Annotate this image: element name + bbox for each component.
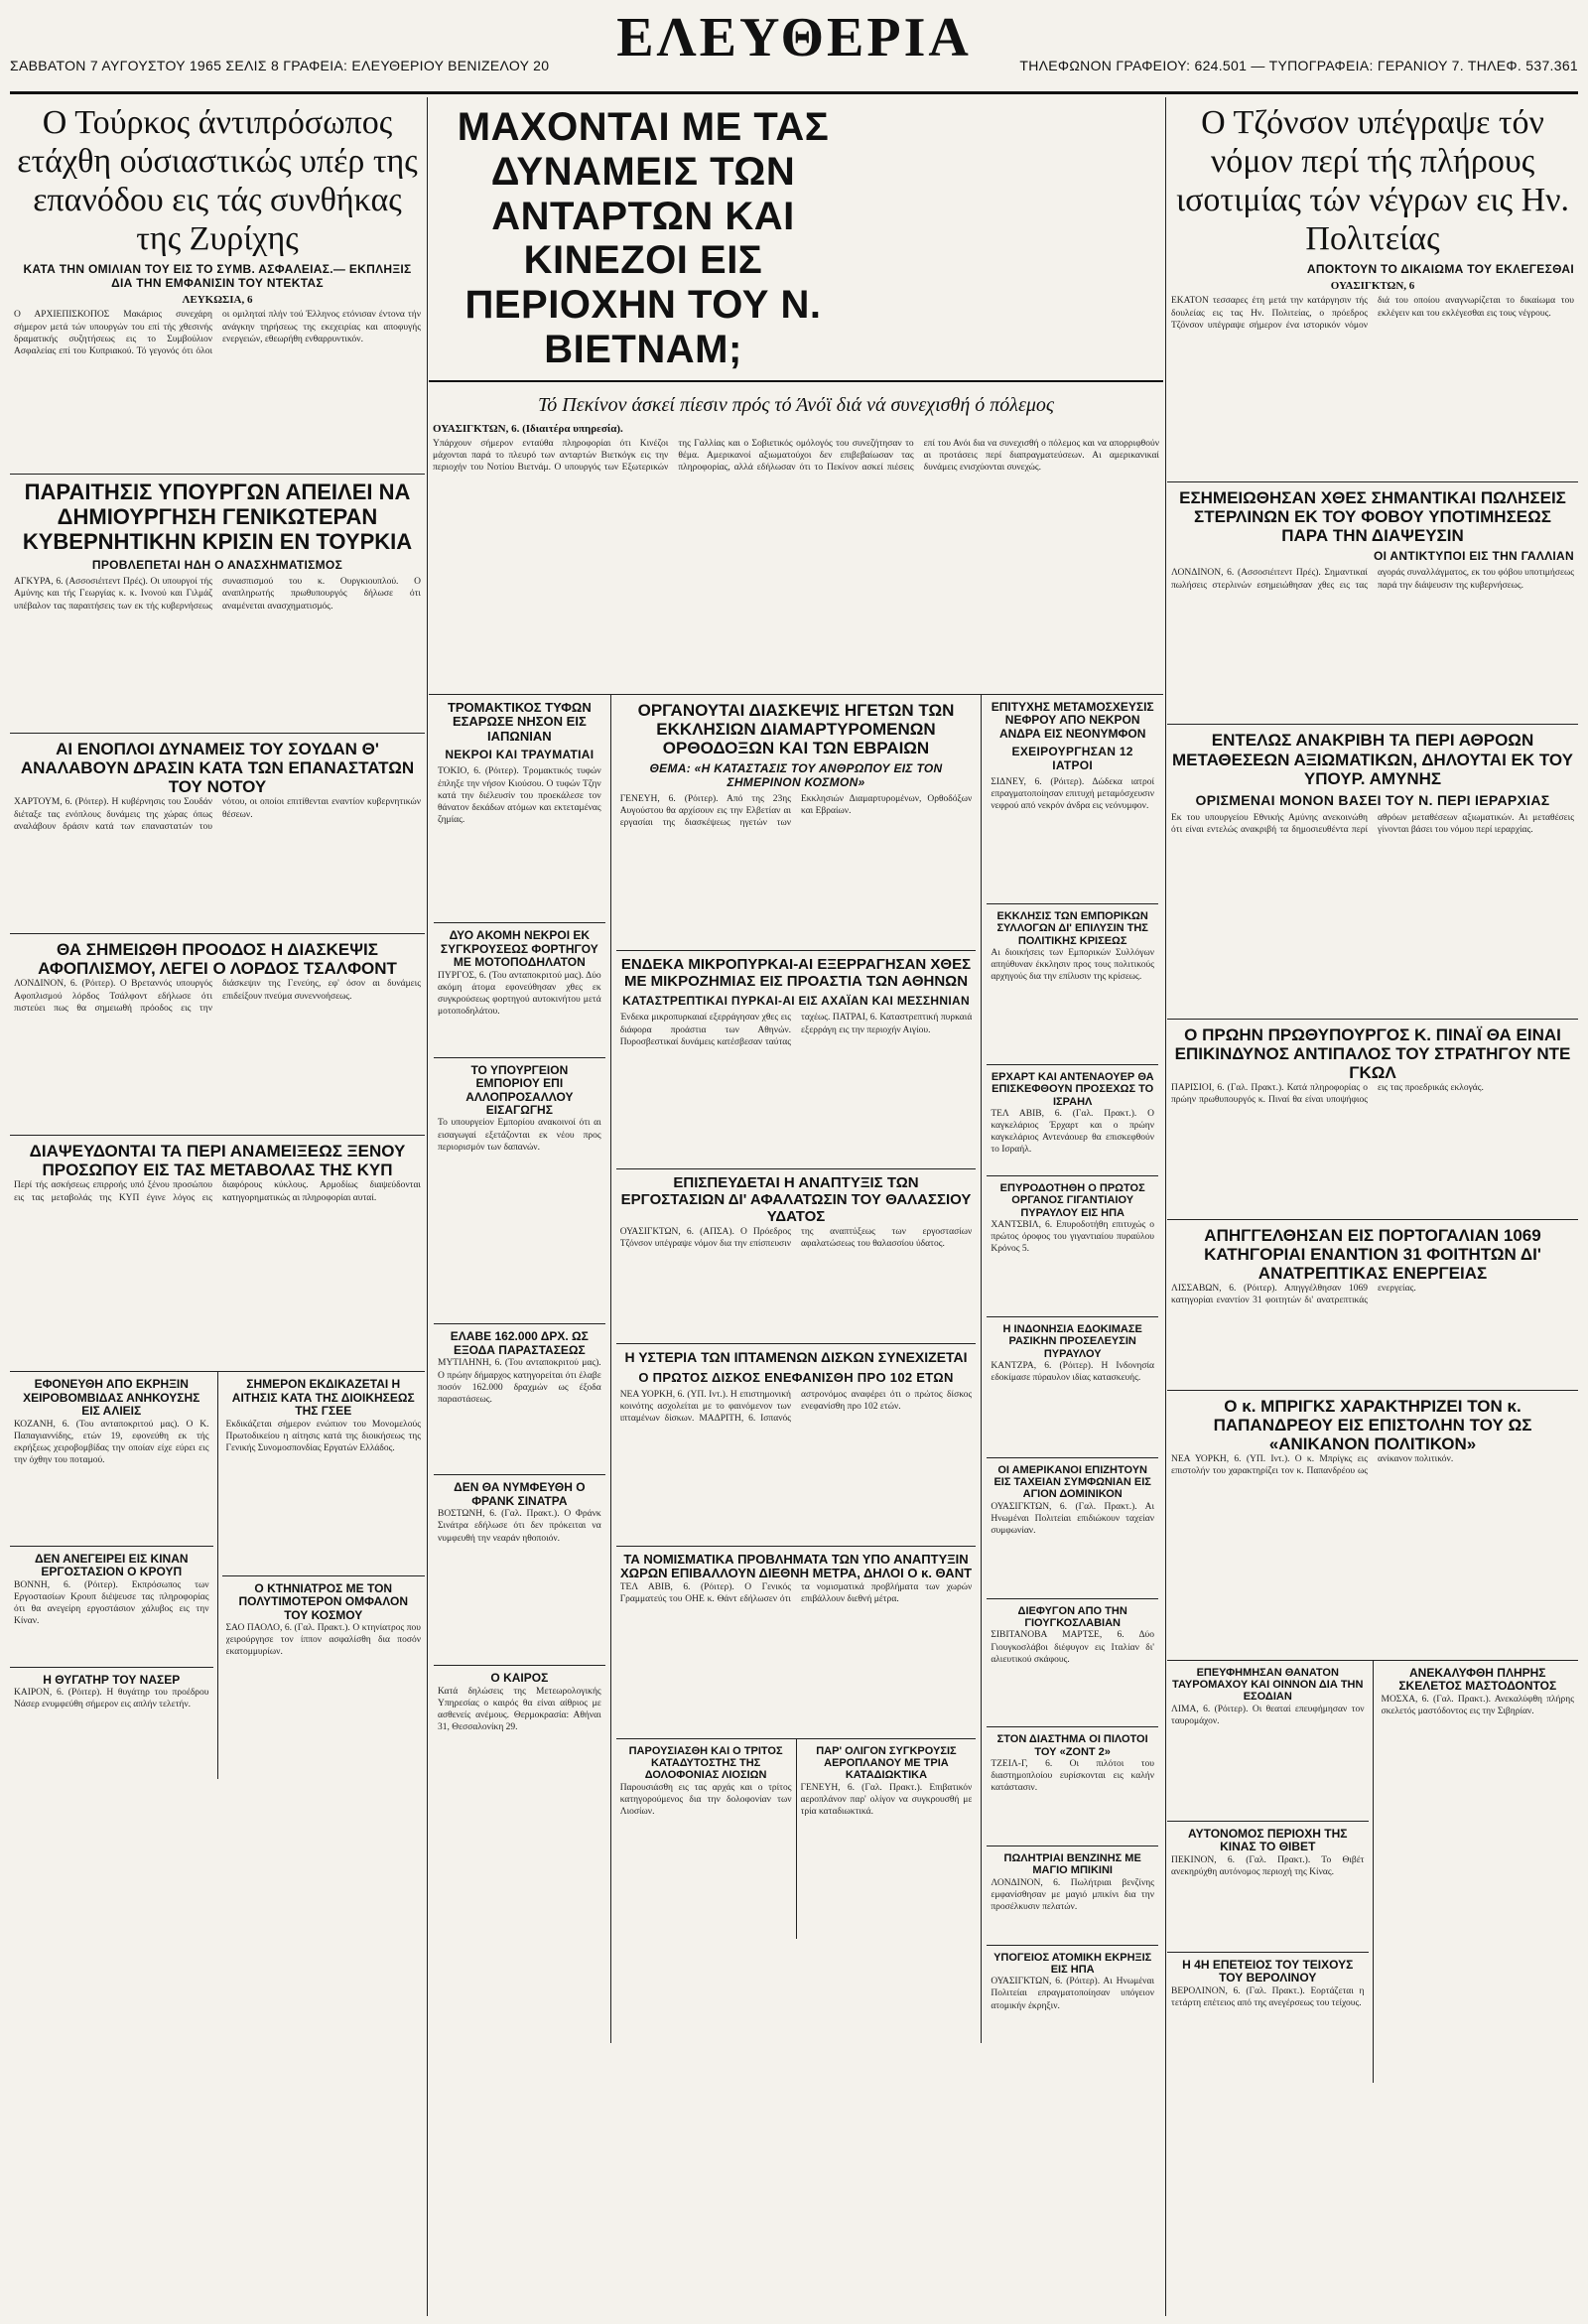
right-column: [1167, 97, 1578, 2316]
article-headline: ΔΙΑΨΕΥΔΟΝΤΑΙ ΤΑ ΠΕΡΙ ΑΝΑΜΕΙΞΕΩΣ ΞΕΝΟΥ ΠΡΟΣΩΠΟΥ ΕΙΣ ΤΑΣ ΜΕΤΑΒΟΛΑΣ ΤΗΣ ΚΥΠ: [29, 1142, 406, 1180]
center-subcolumn-1: [429, 695, 611, 2044]
article-body: ΚΑΝΤΖΡΑ, 6. (Ρόιτερ). Η Ινδονησία εδοκίμασε πύραυλον ιδίας κατασκευής.: [991, 1360, 1155, 1383]
article-headline: ΕΠΙΤΥΧΗΣ ΜΕΤΑΜΟΣΧΕΥΣΙΣ ΝΕΦΡΟΥ ΑΠΟ ΝΕΚΡΟΝ ΑΝΔΡΑ ΕΙΣ ΝΕΟΝΥΜΦΟΝ: [991, 699, 1154, 741]
article-dominican: [987, 1458, 1158, 1599]
article-liosia: [616, 1739, 797, 1939]
article-bikini: [987, 1846, 1158, 1946]
article-body: ΒΟΝΝΗ, 6. (Ρόιτερ). Εκπρόσωπος των Εργοστασίων Κρουπ διέψευσε τας πληροφορίας ότι θα ανεγείρη εργοστάσιον χάλυβος εις την Κίναν.: [14, 1579, 209, 1627]
article-body: ΓΕΝΕΥΗ, 6. (Ρόιτερ). Από της 23ης Αυγούστου θα αρχίσουν εις την Ελβετίαν αι εργασίαι της διασκέψεως ηγετών των Εκκλησιών Διαμαρτυρομένων, Ορθοδόξων και Εβραίων.: [619, 793, 973, 829]
article-rocket: [987, 1176, 1158, 1317]
article-headline: ΕΝΤΕΛΩΣ ΑΝΑΚΡΙΒΗ ΤΑ ΠΕΡΙ ΑΘΡΟΩΝ ΜΕΤΑΘΕΣΕΩΝ ΑΞΙΩΜΑΤΙΚΩΝ, ΔΗΛΟΥΤΑΙ ΕΚ ΤΟΥ ΥΠΟΥΡ. ΑΜΥΝΗΣ: [1171, 731, 1574, 788]
article-body: ΛΟΝΔΙΝΟΝ, 6. (Ασσοσιέιτεντ Πρές). Σημαντικαί πωλήσεις στερλινών εσημειώθησαν χθες εις τας αγοράς συναλλάγματος, εκ του φόβου υποτιμήσεως παρά την διάψευσιν της κυβερνήσεως.: [1171, 568, 1574, 591]
article-body: Αι διοικήσεις των Εμπορικών Συλλόγων απηύθυναν έκκλησιν προς τους πολιτικούς αρχηγούς δια την επίλυσιν της κρίσεως.: [991, 948, 1155, 983]
article-headline: Η ΙΝΔΟΝΗΣΙΑ ΕΔΟΚΙΜΑΣΕ ΡΑΣΙΚΗΝ ΠΡΟΣΕΛΕΥΣΙΝ ΠΥΡΑΥΛΟΥ: [1002, 1322, 1142, 1360]
article-krupp: [10, 1547, 213, 1668]
article-erhard: [987, 1065, 1158, 1176]
article-headline: ΠΑΡΑΙΤΗΣΙΣ ΥΠΟΥΡΓΩΝ ΑΠΕΙΛΕΙ ΝΑ ΔΗΜΙΟΥΡΓΗΣΗ ΓΕΝΙΚΩΤΕΡΑΝ ΚΥΒΕΡΝΗΤΙΚΗΝ ΚΡΙΣΙΝ ΕΝ ΤΟΥΡΚΙΑ: [22, 479, 413, 554]
article-body: ΑΓΚΥΡΑ, 6. (Ασσοσιέιτεντ Πρές). Οι υπουργοί τής Αμύνης και τής Γεωργίας κ. κ. Ινονού και Γιλμάζ υπέβαλον τας παραιτήσεις των εκ τής κυβερνήσεως συνασπισμού του κ. Ουργκιουπλού. Ο αναπληρωτής πρωθυπουργός δήλωσε ότι αναμένεται ανασχηματισμός.: [14, 577, 421, 612]
article-body: ΕΚΑΤΟΝ τεσσαρες έτη μετά την κατάργησιν τής δουλείας εις τας Ην. Πολιτείας, ο πρόεδρος Τζόνσον υπέγραψε σήμερον ένα ιστορικόν νόμον διά του οποίου αναγνωρίζεται το δικαίωμα του εκλέγειν και του εκλέγεσθαι εις τους νέγρους.: [1171, 296, 1574, 331]
article-dateline: ΟΥΑΣΙΓΚΤΩΝ, 6: [1330, 280, 1415, 293]
article-body: ΠΑΡΙΣΙΟΙ, 6. (Γαλ. Πρακτ.). Κατά πληροφορίας ο πρώην πρωθυπουργός κ. Πιναί θα είναι υποψήφιος εις τας προεδρικάς εκλογάς.: [1171, 1082, 1484, 1105]
main-story: [429, 97, 1163, 382]
article-headline: ΕΛΑΒΕ 162.000 ΔΡΧ. ΩΣ ΕΞΟΔΑ ΠΑΡΑΣΤΑΣΕΩΣ: [450, 1329, 589, 1357]
article-headline: ΕΚΚΛΗΣΙΣ ΤΩΝ ΕΜΠΟΡΙΚΩΝ ΣΥΛΛΟΓΩΝ ΔΙ' ΕΠΙΛΥΣΙΝ ΤΗΣ ΠΟΛΙΤΙΚΗΣ ΚΡΙΣΕΩΣ: [996, 910, 1148, 947]
article-body: Ο ΑΡΧΙΕΠΙΣΚΟΠΟΣ Μακάριος συνεχάρη σήμερον μετά τών υπουργών του επί τής χθεσινής δραματικής συζητήσεως εις το Συμβούλιον Ασφαλείας επί του Κυπριακού. Τό γεγονός ότι όλοι οι ομιληταί πλήν τού Έλληνος ετόνισαν έντονα τήν ανάγκην τηρήσεως της εκεχειρίας και αποφυγής ενεργειών, εθεωρήθη ενθαρρυντικόν.: [14, 310, 421, 356]
article-headline: ΕΠΕΥΦΗΜΗΣΑΝ ΘΑΝΑΤΟΝ ΤΑΥΡΟΜΑΧΟΥ ΚΑΙ ΟΙΝΝΟΝ ΔΙΑ ΤΗΝ ΕΣΟΔΙΑΝ: [1172, 1666, 1364, 1704]
article-subheadline: ΕΧΕΙΡΟΥΡΓΗΣΑΝ 12 ΙΑΤΡΟΙ: [1011, 745, 1133, 773]
article-headline: ΕΦΟΝΕΥΘΗ ΑΠΟ ΕΚΡΗΞΙΝ ΧΕΙΡΟΒΟΜΒΙΔΑΣ ΑΝΗΚΟΥΣΗΣ ΕΙΣ ΑΛΙΕΙΣ: [23, 1377, 200, 1419]
right-column-bottom: [1167, 1661, 1578, 2083]
article-body: Κατά δηλώσεις της Μετεωρολογικής Υπηρεσίας ο καιρός θα είναι αίθριος με ασθενείς ανέμους. Θερμοκρασία: Αθήναι 31, Θεσσαλονίκη 29.: [438, 1686, 601, 1733]
article-body: ΤΟΚΙΟ, 6. (Ρόιτερ). Τρομακτικός τυφών έπληξε την νήσον Κιούσου. Ο τυφών Τζην κατά την διέλευσίν του προεκάλεσε τον θάνατον δεκάδων ατόμων και εκτεταμένας ζημίας.: [438, 766, 601, 826]
article-headline: ΤΑ ΝΟΜΙΣΜΑΤΙΚΑ ΠΡΟΒΛΗΜΑΤΑ ΤΩΝ ΥΠΟ ΑΝΑΠΤΥΞΙΝ ΧΩΡΩΝ ΕΠΙΒΑΛΛΟΥΝ ΔΙΕΘΝΗ ΜΕΤΡΑ, ΔΗΛΟΙ Ο κ. ΘΑΝΤ: [619, 1551, 973, 1581]
article-headline: ΕΝΔΕΚΑ ΜΙΚΡΟΠΥΡΚΑΙ-ΑΙ ΕΞΕΡΡΑΓΗΣΑΝ ΧΘΕΣ ΜΕ ΜΙΚΡΟΖΗΜΙΑΣ ΕΙΣ ΠΡΟΑΣΤΙΑ ΤΩΝ ΑΘΗΝΩΝ: [620, 955, 972, 990]
article-headline: ΕΣΗΜΕΙΩΘΗΣΑΝ ΧΘΕΣ ΣΗΜΑΝΤΙΚΑΙ ΠΩΛΗΣΕΙΣ ΣΤΕΡΛΙΝΩΝ ΕΚ ΤΟΥ ΦΟΒΟΥ ΥΠΟΤΙΜΗΣΕΩΣ ΠΑΡΑ ΤΗΝ ΔΙΑΨΕΥΣΙΝ: [1179, 488, 1566, 546]
article-bullfighter: [1167, 1661, 1369, 1822]
article-grenade: [10, 1372, 213, 1546]
article-body: ΛΙΜΑ, 6. (Ρόιτερ). Οι θεαταί επευφήμησαν τον ταυρομάχον.: [1171, 1704, 1365, 1726]
left-column-bottom: [10, 1372, 425, 1779]
article-headline: Ο Τζόνσον υπέγραψε τόν νόμον περί τής πλήρους ισοτιμίας τών νέγρων εις Ην. Πολιτείας: [1175, 104, 1570, 258]
article-body: ΠΕΚΙΝΟΝ, 6. (Γαλ. Πρακτ.). Το Θιβέτ ανεκηρύχθη αυτόνομος περιοχή της Κίνας.: [1171, 1854, 1365, 1877]
article-churches-conference: [616, 695, 977, 951]
newspaper-title: ΕΛΕΥΘΕΡΙΑ: [616, 7, 972, 68]
article-collision: [434, 923, 605, 1057]
article-dateline: ΛΕΥΚΩΣΙΑ, 6: [182, 294, 253, 307]
center-subcolumn-2: [611, 695, 983, 2044]
article-body: Εκ του υπουργείου Εθνικής Αμύνης ανεκοινώθη ότι είναι εντελώς ανακριβή τα δημοσιευθέντα περί αθρόων μεταθέσεων αξιωματικών. Αι μεταθέσεις γίνονται βάσει του νόμου περί ιεραρχίας.: [1171, 812, 1574, 835]
article-headline: Η 4Η ΕΠΕΤΕΙΟΣ ΤΟΥ ΤΕΙΧΟΥΣ ΤΟΥ ΒΕΡΟΛΙΝΟΥ: [1182, 1957, 1354, 1985]
article-body: Εκδικάζεται σήμερον ενώπιον του Μονομελούς Πρωτοδικείου η αίτησις κατά της διοικήσεως της Γενικής Συνομοσπονδίας Εργατών Ελλάδος.: [225, 1419, 421, 1454]
center-column: [429, 97, 1163, 2316]
article-body: ΛΟΝΔΙΝΟΝ, 6. Πωλήτριαι βενζίνης εμφανίσθησαν με μαγιό μπικίνι δια την προσέλκυσιν πελατών.: [991, 1877, 1155, 1912]
article-headline: Ο ΚΤΗΝΙΑΤΡΟΣ ΜΕ ΤΟΝ ΠΟΛΥΤΙΜΟΤΕΡΟΝ ΟΜΦΑΛΟΝ ΤΟΥ ΚΟΣΜΟΥ: [238, 1580, 408, 1622]
article-commerce-ministry: [434, 1058, 605, 1325]
main-dateline: ΟΥΑΣΙΓΚΤΩΝ, 6. (Ιδιαιτέρα υπηρεσία).: [433, 422, 623, 435]
article-body: ΤΕΛ ΑΒΙΒ, 6. (Ρόιτερ). Ο Γενικός Γραμματεύς του ΟΗΕ κ. Θάντ εδήλωσεν ότι τα νομισματικά προβλήματα των χωρών επιβάλλουν διεθνή μέτρα.: [619, 1581, 973, 1604]
article-headline: ΠΑΡ' ΟΛΙΓΟΝ ΣΥΓΚΡΟΥΣΙΣ ΑΕΡΟΠΛΑΝΟΥ ΜΕ ΤΡΙΑ ΚΑΤΑΔΙΩΚΤΙΚΑ: [816, 1744, 957, 1782]
article-headline: ΟΙ ΑΜΕΡΙΚΑΝΟΙ ΕΠΙΖΗΤΟΥΝ ΕΙΣ ΤΑΧΕΙΑΝ ΣΥΜΦΩΝΙΑΝ ΕΙΣ ΑΓΙΟΝ ΔΟΜΙΝΙΚΟΝ: [993, 1463, 1151, 1501]
article-berlin-wall: [1167, 1953, 1369, 2083]
article-briggs: [1167, 1391, 1578, 1661]
article-headline: ΕΠΙΣΠΕΥΔΕΤΑΙ Η ΑΝΑΠΤΥΞΙΣ ΤΩΝ ΕΡΓΟΣΤΑΣΙΩΝ ΔΙ' ΑΦΑΛΑΤΩΣΙΝ ΤΟΥ ΘΑΛΑΣΣΙΟΥ ΥΔΑΤΟΣ: [620, 1174, 972, 1226]
article-expenses: [434, 1324, 605, 1475]
article-headline: Ο ΚΑΙΡΟΣ: [490, 1671, 549, 1686]
article-headline: Η ΥΣΤΕΡΙΑ ΤΩΝ ΙΠΤΑΜΕΝΩΝ ΔΙΣΚΩΝ ΣΥΝΕΧΙΖΕΤΑΙ: [624, 1348, 968, 1365]
article-body: ΧΑΡΤΟΥΜ, 6. (Ρόιτερ). Η κυβέρνησις του Σουδάν διέταξε τας ενόπλους δυνάμεις της χώρας όπως αναλάβουν δράσιν κατά των επαναστατών του νότου, οι οποίοι επιτίθενται εναντίον κυβερνητικών θέσεων.: [14, 797, 421, 832]
article-body: ΠΥΡΓΟΣ, 6. (Του ανταποκριτού μας). Δύο ακόμη άτομα εφονεύθησαν χθες εκ συγκρούσεως φορτηγού αυτοκινήτου μετά μοτοποδηλάτου.: [438, 970, 601, 1018]
article-body: Το υπουργείον Εμπορίου ανακοινοί ότι αι εισαγωγαί εξετάζονται εκ νέου προς περιορισμόν των δαπανών.: [438, 1118, 601, 1153]
article-turkey-crisis: [10, 475, 425, 734]
article-body: ΟΥΑΣΙΓΚΤΩΝ, 6. (Ρόιτερ). Αι Ηνωμέναι Πολιτείαι επραγματοποίησαν υπόγειον ατομικήν έκρηξιν.: [991, 1977, 1155, 2011]
article-headline: Ο Τούρκος άντιπρόσωπος ετάχθη ούσιαστικώς υπέρ της επανόδου εις τάς συνθήκας της Ζυρίχης: [17, 104, 418, 258]
article-body: ΟΥΑΣΙΓΚΤΩΝ, 6. (ΑΠΣΑ). Ο Πρόεδρος Τζόνσον υπέγραψε νόμον δια την επίσπευσιν της αναπτύξεως των εργοστασίων αφαλατώσεως του θαλασσίου ύδατος.: [619, 1226, 973, 1250]
article-disarmament: [10, 934, 425, 1136]
right-bottom-subcolumn: [1374, 1661, 1579, 2083]
left-bottom-subcolumn: [10, 1372, 218, 1779]
article-headline: ΕΡΧΑΡΤ ΚΑΙ ΑΝΤΕΝΑΟΥΕΡ ΘΑ ΕΠΙΣΚΕΦΘΟΥΝ ΠΡΟΣΕΧΩΣ ΤΟ ΙΣΡΑΗΛ: [991, 1071, 1154, 1108]
article-headline: ΠΑΡΟΥΣΙΑΣΘΗ ΚΑΙ Ο ΤΡΙΤΟΣ ΚΑΤΑΔΥΤΟΣΤΗΣ ΤΗΣ ΔΟΛΟΦΟΝΙΑΣ ΛΙΟΣΙΩΝ: [628, 1744, 783, 1782]
article-body: ΟΥΑΣΙΓΚΤΩΝ, 6. (Γαλ. Πρακτ.). Αι Ηνωμέναι Πολιτείαι επιδιώκουν ταχείαν συμφωνίαν.: [991, 1501, 1155, 1537]
article-headline: Ο κ. ΜΠΡΙΓΚΣ ΧΑΡΑΚΤΗΡΙΖΕΙ ΤΟΝ κ. ΠΑΠΑΝΔΡΕΟΥ ΕΙΣ ΕΠΙΣΤΟΛΗΝ ΤΟΥ ΩΣ «ΑΝΙΚΑΝΟΝ ΠΟΛΙΤΙΚΟΝ»: [1213, 1396, 1532, 1453]
article-mastodon: [1378, 1661, 1579, 1821]
article-zond: [987, 1727, 1158, 1846]
article-body: ΝΕΑ ΥΟΡΚΗ, 6. (ΥΠ. Ιντ.). Η επιστημονική κοινότης ασχολείται με το φαινόμενον των ιπταμένων δίσκων. ΜΑΔΡΙΤΗ, 6. Ισπανός αστρονόμος αναφέρει ότι ο πρώτος δίσκος ενεφανίσθη προ 102 ετών.: [619, 1389, 973, 1424]
article-weather: [434, 1666, 605, 1891]
article-body: ΜΥΤΙΛΗΝΗ, 6. (Του ανταποκριτού μας). Ο πρώην δήμαρχος κατηγορείται ότι έλαβε ποσόν 162.000 δραχμών ως έξοδα παραστάσεως.: [438, 1358, 601, 1405]
right-bottom-subcolumn: [1167, 1661, 1374, 2083]
article-headline: ΑΙ ΕΝΟΠΛΟΙ ΔΥΝΑΜΕΙΣ ΤΟΥ ΣΟΥΔΑΝ Θ' ΑΝΑΛΑΒΟΥΝ ΔΡΑΣΙΝ ΚΑΤΑ ΤΩΝ ΕΠΑΝΑΣΤΑΤΩΝ ΤΟΥ ΝΟΤΟΥ: [20, 740, 415, 797]
article-body: ΛΟΝΔΙΝΟΝ, 6. (Ρόιτερ). Ο Βρεταννός υπουργός Αφοπλισμού λόρδος Τσάλφοντ εδήλωσε ότι πιστεύει πως θα σημειωθή πρόοδος εις την διάσκεψιν της Γενεύης, εφ' όσον αι δυνάμεις επιδείξουν πνεύμα συνεννοήσεως.: [14, 979, 421, 1014]
article-body: ΣΙΒΙΤΑΝΟΒΑ ΜΑΡΤΣΕ, 6. Δύο Γιουγκοσλάβοι διέφυγον εις Ιταλίαν δι' αλιευτικού σκάφους.: [991, 1630, 1155, 1665]
left-bottom-subcolumn: [218, 1372, 426, 1779]
article-body: ΣΙΔΝΕΥ, 6. (Ρόιτερ). Δώδεκα ιατροί επραγματοποίησαν επιτυχή μεταμόσχευσιν νεφρού από νεκρόν άνδρα εις νεόνυμφον.: [991, 777, 1155, 812]
main-headline: ΜΑΧΟΝΤΑΙ ΜΕ ΤΑΣ ΔΥΝΑΜΕΙΣ ΤΩΝ ΑΝΤΑΡΤΩΝ ΚΑΙ ΚΙΝΕΖΟΙ ΕΙΣ ΠΕΡΙΟΧΗΝ ΤΟΥ Ν. ΒΙΕΤΝΑΜ;: [457, 105, 830, 371]
article-yugoslavia: [987, 1599, 1158, 1728]
center-subcolumn-3: [982, 695, 1163, 2044]
article-headline: ΔΙΕΦΥΓΟΝ ΑΠΟ ΤΗΝ ΓΙΟΥΓΚΟΣΛΑΒΙΑΝ: [1017, 1604, 1127, 1630]
column-rule: [427, 97, 428, 2316]
article-indonesia: [987, 1317, 1158, 1458]
main-story-body: [429, 382, 1163, 695]
article-subheadline: ΘΕΜΑ: «Η ΚΑΤΑΣΤΑΣΙΣ ΤΟΥ ΑΝΘΡΩΠΟΥ ΕΙΣ ΤΟΝ ΣΗΜΕΡΙΝΟΝ ΚΟΣΜΟΝ»: [649, 760, 943, 789]
article-subheadline: ΑΠΟΚΤΟΥΝ ΤΟ ΔΙΚΑΙΩΜΑ ΤΟΥ ΕΚΛΕΓΕΣΘΑΙ: [1306, 262, 1574, 277]
article-headline: ΣΤΟΝ ΔΙΑΣΤΗΜΑ ΟΙ ΠΙΛΟΤΟΙ ΤΟΥ «ΖΟΝΤ 2»: [996, 1733, 1148, 1758]
article-body: ΚΑΙΡΟΝ, 6. (Ρόιτερ). Η θυγάτηρ του προέδρου Νάσερ ενυμφεύθη σήμερον εις απλήν τελετήν.: [14, 1688, 209, 1710]
article-sudan: [10, 734, 425, 934]
article-sterling: [1167, 482, 1578, 725]
article-gsee: [222, 1372, 426, 1575]
article-subheadline: ΚΑΤΑΣΤΡΕΠΤΙΚΑΙ ΠΥΡΚΑΙ-ΑΙ ΕΙΣ ΑΧΑΪΑΝ ΚΑΙ ΜΕΣΣΗΝΙΑΝ: [622, 994, 970, 1009]
article-thant: [616, 1547, 977, 1739]
article-body: ΒΕΡΟΛΙΝΟΝ, 6. (Γαλ. Πρακτ.). Εορτάζεται η τετάρτη επέτειος από της ανεγέρσεως του τείχους.: [1171, 1985, 1365, 2008]
article-body: ΤΕΛ ΑΒΙΒ, 6. (Γαλ. Πρακτ.). Ο καγκελάριος Έρχαρτ και ο πρώην καγκελάριος Αντενάουερ θα επισκεφθούν το Ισραήλ.: [991, 1108, 1155, 1156]
article-headline: ΣΗΜΕΡΟΝ ΕΚΔΙΚΑΖΕΤΑΙ Η ΑΙΤΗΣΙΣ ΚΑΤΑ ΤΗΣ ΔΙΟΙΚΗΣΕΩΣ ΤΗΣ ΓΣΕΕ: [231, 1377, 415, 1419]
article-kidney: [987, 695, 1158, 904]
article-subheadline: ΚΑΤΑ ΤΗΝ ΟΜΙΛΙΑΝ ΤΟΥ ΕΙΣ ΤΟ ΣΥΜΒ. ΑΣΦΑΛΕΙΑΣ.— ΕΚΠΛΗΞΙΣ ΔΙΑ ΤΗΝ ΕΜΦΑΝΙΣΙΝ ΤΟΥ ΝΤΕΚΤΑΣ: [23, 262, 412, 291]
article-headline: Ο ΠΡΩΗΝ ΠΡΩΘΥΠΟΥΡΓΟΣ Κ. ΠΙΝΑΪ ΘΑ ΕΙΝΑΙ ΕΠΙΚΙΝΔΥΝΟΣ ΑΝΤΙΠΑΛΟΣ ΤΟΥ ΣΤΡΑΤΗΓΟΥ ΝΤΕ ΓΚΩΛ: [1174, 1025, 1571, 1082]
article-headline: Η ΘΥΓΑΤΗΡ ΤΟΥ ΝΑΣΕΡ: [43, 1672, 181, 1687]
article-body: Περί τής ασκήσεως επιρροής υπό ξένου προσώπου εις τας μεταβολάς της ΚΥΠ έγινε λόγος εις διαφόρους κύκλους. Αρμοδίως διαψεύδονται κατηγορηματικώς αι πληροφορίαι αυταί.: [14, 1180, 421, 1203]
masthead-contact: ΤΗΛΕΦΩΝΟΝ ΓΡΑΦΕΙΟΥ: 624.501 — ΤΥΠΟΓΡΑΦΕΙΑ: ΓΕΡΑΝΙΟΥ 7. ΤΗΛΕΦ. 537.361: [1019, 58, 1578, 73]
masthead: [10, 0, 1578, 94]
article-body: ΜΟΣΧΑ, 6. (Γαλ. Πρακτ.). Ανεκαλύφθη πλήρης σκελετός μαστόδοντος εις την Σιβηρίαν.: [1381, 1694, 1574, 1716]
article-subheadline: Ο ΠΡΩΤΟΣ ΔΙΣΚΟΣ ΕΝΕΦΑΝΙΣΘΗ ΠΡΟ 102 ΕΤΩΝ: [638, 1369, 954, 1385]
article-desalination: [616, 1169, 977, 1343]
article-body: Παρουσιάσθη εις τας αρχάς και ο τρίτος κατηγορούμενος δια την δολοφονίαν των Λιοσίων.: [619, 1782, 792, 1817]
article-headline: ΑΠΗΓΓΕΛΘΗΣΑΝ ΕΙΣ ΠΟΡΤΟΓΑΛΙΑΝ 1069 ΚΑΤΗΓΟΡΙΑΙ ΕΝΑΝΤΙΟΝ 31 ΦΟΙΤΗΤΩΝ ΔΙ' ΑΝΑΤΡΕΠΤΙΚΑΣ ΕΝΕΡΓΕΙΑΣ: [1204, 1225, 1541, 1283]
article-officers: [1167, 725, 1578, 1019]
article-headline: ΔΥΟ ΑΚΟΜΗ ΝΕΚΡΟΙ ΕΚ ΣΥΓΚΡΟΥΣΕΩΣ ΦΟΡΤΗΓΟΥ ΜΕ ΜΟΤΟΠΟΔΗΛΑΤΟΝ: [440, 928, 598, 970]
article-body: ΣΑΟ ΠΑΟΛΟ, 6. (Γαλ. Πρακτ.). Ο κτηνίατρος που χειρούργησε τον ίππον ασφαλίσθη δια ποσόν εκατομμυρίων.: [225, 1623, 421, 1658]
article-headline: ΔΕΝ ΘΑ ΝΥΜΦΕΥΘΗ Ο ΦΡΑΝΚ ΣΙΝΑΤΡΑ: [454, 1480, 586, 1508]
article-headline: ΤΡΟΜΑΚΤΙΚΟΣ ΤΥΦΩΝ ΕΣΑΡΩΣΕ ΝΗΣΟΝ ΕΙΣ ΙΑΠΩΝΙΑΝ: [447, 699, 592, 744]
article-subheadline: ΟΙ ΑΝΤΙΚΤΥΠΟΙ ΕΙΣ ΤΗΝ ΓΑΛΛΙΑΝ: [1373, 549, 1574, 564]
article-turkish-representative: [10, 97, 425, 475]
center-bottom-row: [616, 1739, 977, 1939]
article-body: ΝΕΑ ΥΟΡΚΗ, 6. (ΥΠ. Ιντ.). Ο κ. Μπρίγκς εις επιστολήν του χαρακτηρίζει τον κ. Παπανδρέου ως ανίκανον πολιτικόν.: [1171, 1453, 1454, 1476]
article-body: ΤΖΕΙΛ-Γ, 6. Οι πιλότοι του διαστημοπλοίου ευρίσκονται εις καλήν κατάστασιν.: [991, 1759, 1155, 1794]
article-tibet: [1167, 1822, 1369, 1953]
article-ufo: [616, 1344, 977, 1547]
article-body: ΚΟΖΑΝΗ, 6. (Του ανταποκριτού μας). Ο Κ. Παπαγιαννίδης, ετών 19, εφονεύθη εκ τής εκρήξεως χειροβομβίδας την οποίαν είχε εύρει εις την όχθην του ποταμού.: [14, 1419, 209, 1466]
left-column: [10, 97, 425, 2316]
article-typhoon: [434, 695, 605, 924]
article-veterinarian: [222, 1576, 426, 1779]
main-subheadline: Τό Πεκίνον άσκεί πίεσιν πρός τό Άνόϊ διά νά συνεχισθή ό πόλεμος: [538, 393, 1054, 416]
article-atomic: [987, 1946, 1158, 2044]
article-body: ΧΑΝΤΣΒΙΛ, 6. Επυροδοτήθη επιτυχώς ο πρώτος όροφος του γιγαντιαίου πυραύλου Κρόνος 5.: [991, 1219, 1155, 1255]
article-headline: ΠΩΛΗΤΡΙΑΙ ΒΕΝΖΙΝΗΣ ΜΕ ΜΑΓΙΟ ΜΠΙΚΙΝΙ: [1003, 1852, 1141, 1877]
article-subheadline: ΟΡΙΣΜΕΝΑΙ ΜΟΝΟΝ ΒΑΣΕΙ ΤΟΥ Ν. ΠΕΡΙ ΙΕΡΑΡΧΙΑΣ: [1195, 791, 1550, 808]
article-sinatra: [434, 1475, 605, 1666]
article-headline: ΥΠΟΓΕΙΟΣ ΑΤΟΜΙΚΗ ΕΚΡΗΞΙΣ ΕΙΣ ΗΠΑ: [993, 1951, 1152, 1976]
article-body: ΓΕΝΕΥΗ, 6. (Γαλ. Πρακτ.). Επιβατικόν αεροπλάνον παρ' ολίγον να συγκρουσθή με τρία καταδιωκτικά.: [800, 1782, 973, 1817]
article-fires: [616, 951, 977, 1170]
article-portugal: [1167, 1220, 1578, 1391]
article-johnson-law: [1167, 97, 1578, 482]
center-grid: [429, 695, 1163, 2044]
column-rule: [1165, 97, 1166, 2316]
article-body: ΛΙΣΣΑΒΩΝ, 6. (Ρόιτερ). Απηγγέλθησαν 1069 κατηγορίαι εναντίον 31 φοιτητών δι' ανατρεπτικάς ενεργείας.: [1171, 1283, 1416, 1305]
article-headline: ΔΕΝ ΑΝΕΓΕΙΡΕΙ ΕΙΣ ΚΙΝΑΝ ΕΡΓΟΣΤΑΣΙΟΝ Ο ΚΡΟΥΠ: [34, 1551, 189, 1579]
main-body: Υπάρχουν σήμερον ενταύθα πληροφορίαι ότι Κινέζοι μάχονται παρά το πλευρό των ανταρτών Βιετκόγκ εις την περιοχήν του Νοτίου Βιετνάμ. Ο υπουργός των Εξωτερικών της Γαλλίας και ο Σοβιετικός ομόλογός του συνεζήτησαν το θέμα. Αμερικανοί αξιωματούχοι δεν επιβεβαίωσαν τας πληροφορίας, αλλά εδήλωσαν ότι το Πεκίνον ασκεί πιέσεις επί του Ανόι δια να συνεχισθή ο πόλεμος και να απορριφθούν αι προτάσεις περί διαπραγματεύσεων. Αι αμερικανικαί δυνάμεις ενισχύονται συνεχώς.: [433, 438, 1159, 474]
article-headline: ΑΥΤΟΝΟΜΟΣ ΠΕΡΙΟΧΗ ΤΗΣ ΚΙΝΑΣ ΤΟ ΘΙΒΕΤ: [1188, 1826, 1348, 1854]
article-nasser: [10, 1668, 213, 1774]
article-headline: ΘΑ ΣΗΜΕΙΩΘΗ ΠΡΟΟΔΟΣ Η ΔΙΑΣΚΕΨΙΣ ΑΦΟΠΛΙΣΜΟΥ, ΛΕΓΕΙ Ο ΛΟΡΔΟΣ ΤΣΑΛΦΟΝΤ: [38, 940, 397, 979]
article-airplane: [797, 1739, 977, 1939]
article-subheadline: ΠΡΟΒΛΕΠΕΤΑΙ ΗΔΗ Ο ΑΝΑΣΧΗΜΑΤΙΣΜΟΣ: [91, 558, 343, 573]
article-commerce-unions: [987, 904, 1158, 1065]
article-kyp: [10, 1136, 425, 1372]
article-headline: ΟΡΓΑΝΟΥΤΑΙ ΔΙΑΣΚΕΨΙΣ ΗΓΕΤΩΝ ΤΩΝ ΕΚΚΛΗΣΙΩΝ ΔΙΑΜΑΡΤΥΡΟΜΕΝΩΝ ΟΡΘΟΔΟΞΩΝ ΚΑΙ ΤΩΝ ΕΒΡΑΙΩΝ: [637, 700, 955, 757]
article-body: Ένδεκα μικροπυρκαιαί εξερράγησαν χθες εις διάφορα προάστια των Αθηνών. Πυροσβεστικαί δυνάμεις κατέσβεσαν ταύτας ταχέως. ΠΑΤΡΑΙ, 6. Καταστρεπτική πυρκαιά εξερράγη εις την περιοχήν Αιγίου.: [619, 1013, 973, 1047]
article-headline: ΕΠΥΡΟΔΟΤΗΘΗ Ο ΠΡΩΤΟΣ ΟΡΓΑΝΟΣ ΓΙΓΑΝΤΙΑΙΟΥ ΠΥΡΑΥΛΟΥ ΕΙΣ ΗΠΑ: [999, 1181, 1145, 1219]
article-pinay: [1167, 1020, 1578, 1220]
article-subheadline: ΝΕΚΡΟΙ ΚΑΙ ΤΡΑΥΜΑΤΙΑΙ: [445, 748, 595, 762]
article-headline: ΤΟ ΥΠΟΥΡΓΕΙΟΝ ΕΜΠΟΡΙΟΥ ΕΠΙ ΑΛΛΟΠΡΟΣΑΛΛΟΥ ΕΙΣΑΓΩΓΗΣ: [465, 1062, 574, 1118]
article-body: ΒΟΣΤΩΝΗ, 6. (Γαλ. Πρακτ.). Ο Φράνκ Σινάτρα εδήλωσε ότι δεν πρόκειται να νυμφευθή την νεαράν ηθοποιόν.: [438, 1509, 601, 1544]
masthead-date: ΣΑΒΒΑΤΟΝ 7 ΑΥΓΟΥΣΤΟΥ 1965 ΣΕΛΙΣ 8 ΓΡΑΦΕΙΑ: ΕΛΕΥΘΕΡΙΟΥ ΒΕΝΙΖΕΛΟΥ 20: [10, 58, 550, 73]
article-headline: ΑΝΕΚΑΛΥΦΘΗ ΠΛΗΡΗΣ ΣΚΕΛΕΤΟΣ ΜΑΣΤΟΔΟΝΤΟΣ: [1398, 1665, 1557, 1694]
